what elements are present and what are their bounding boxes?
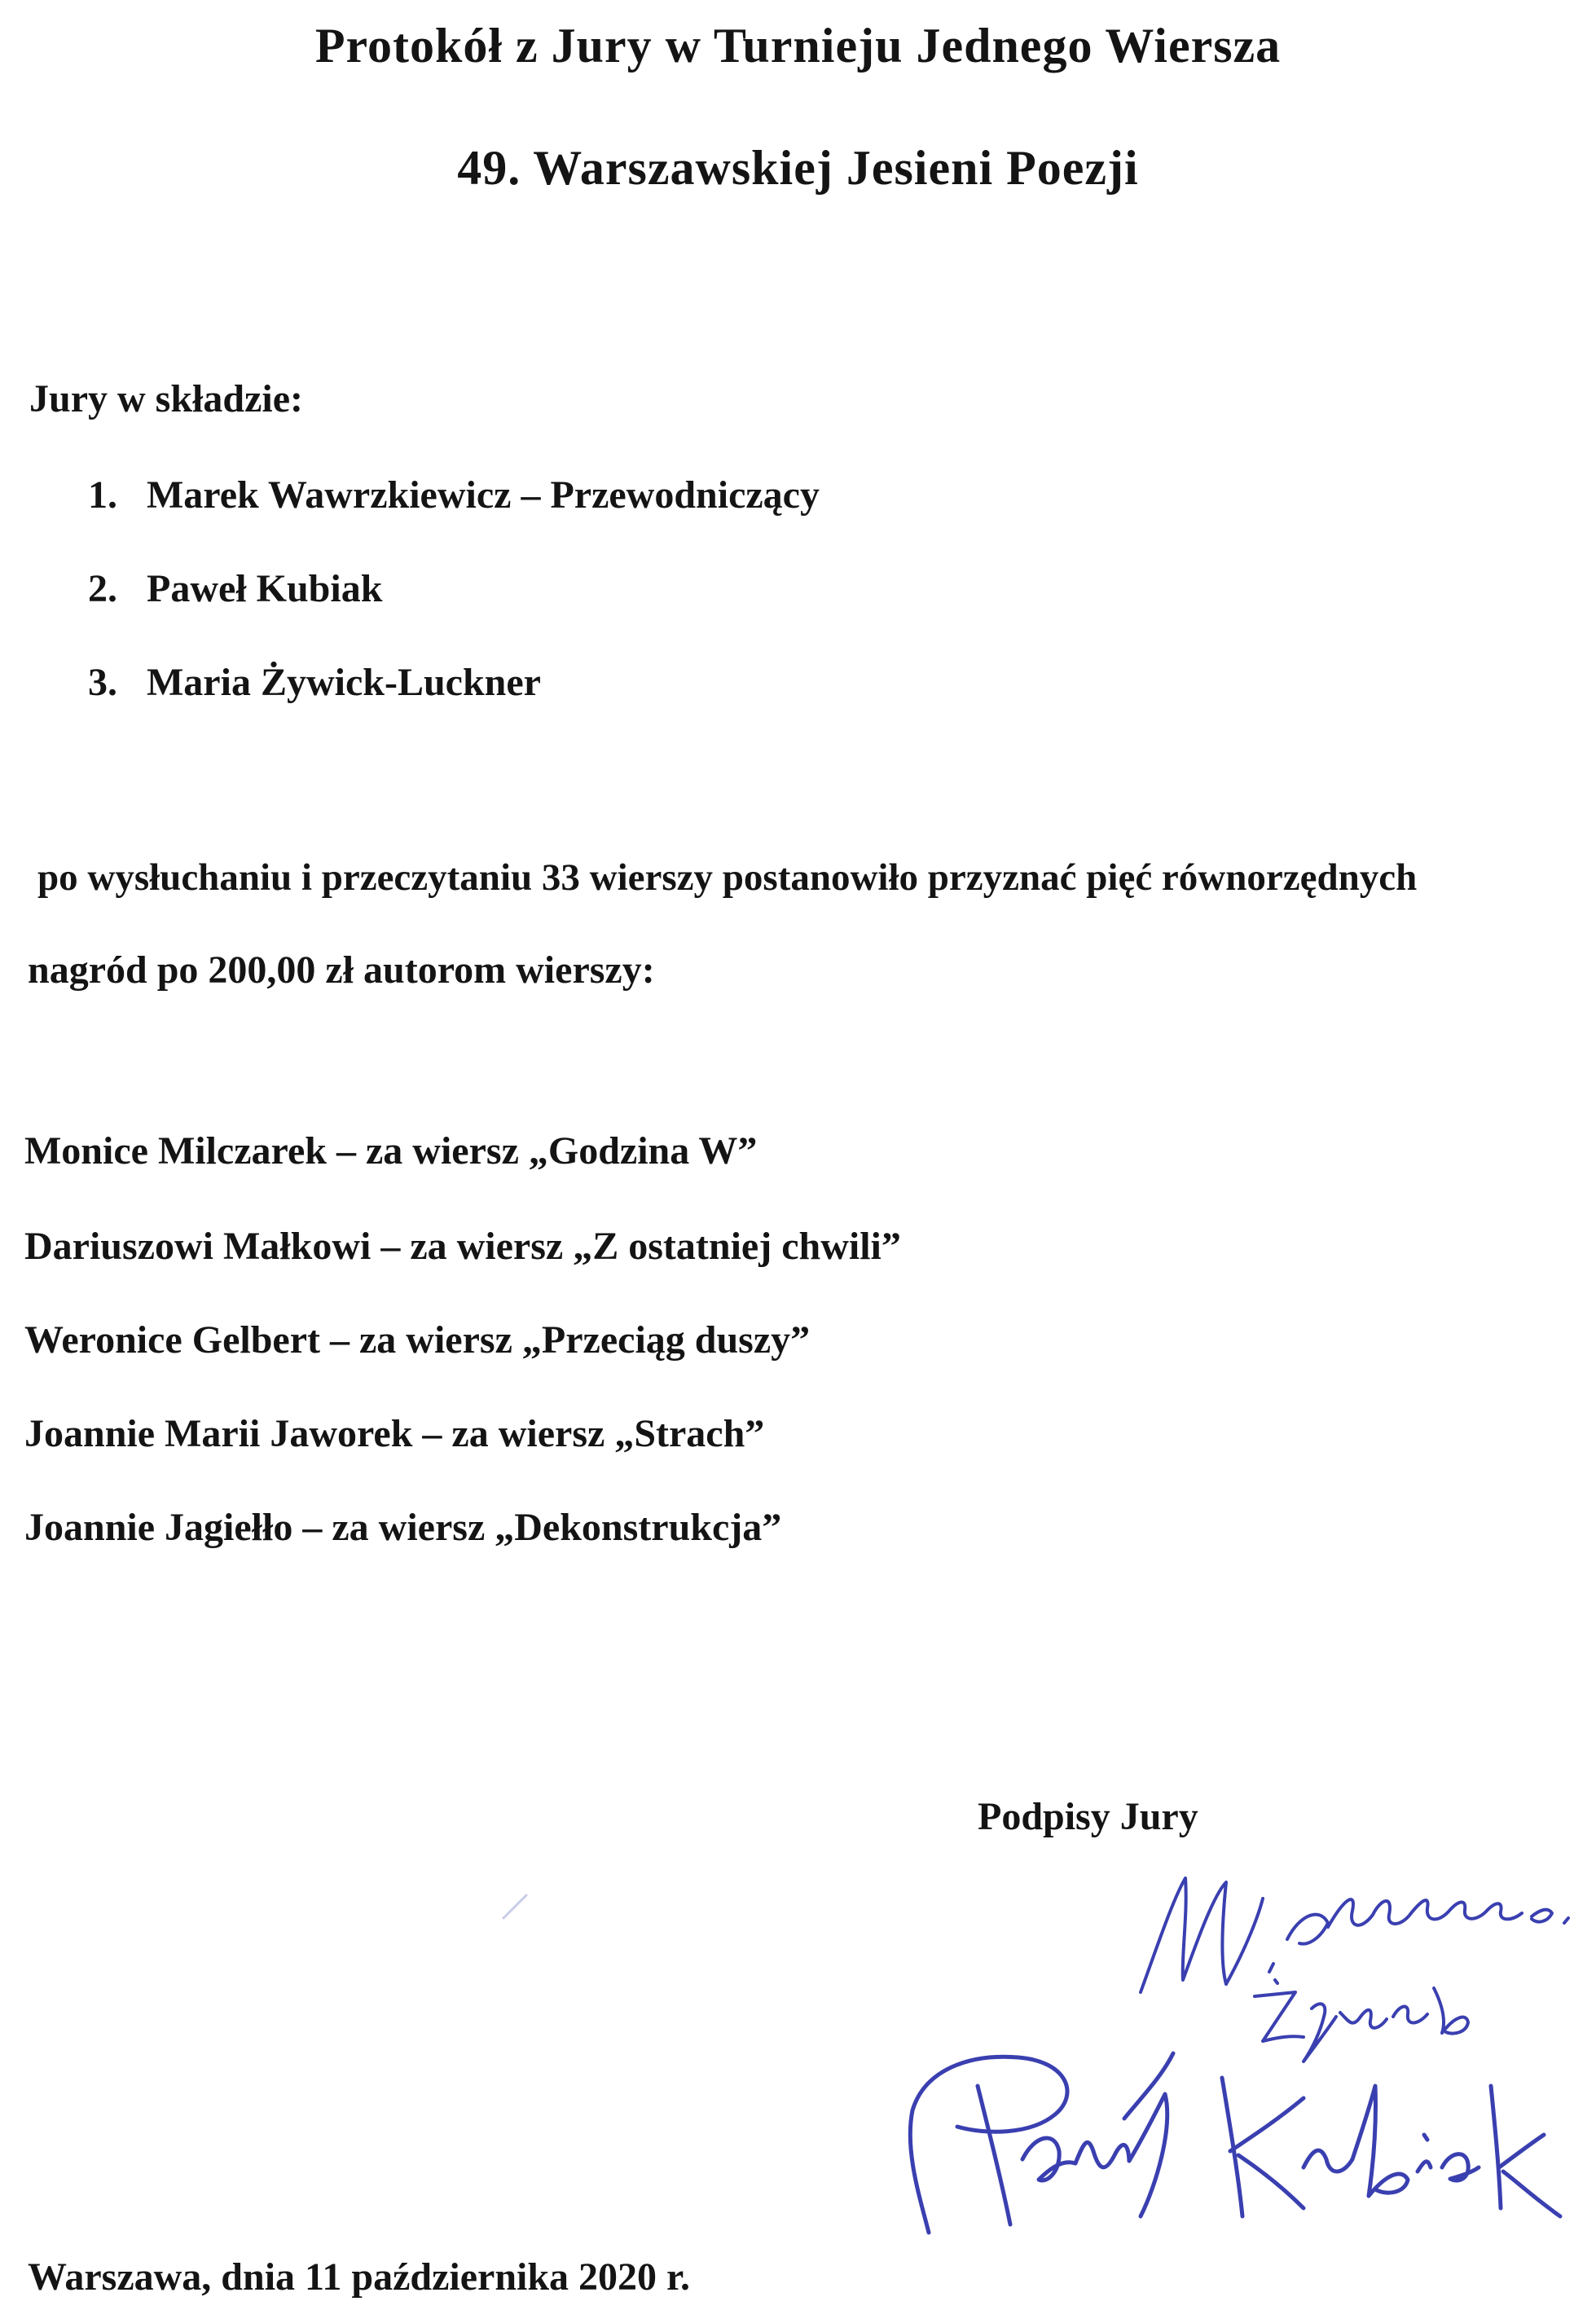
- award-line-3: Weronice Gelbert – za wiersz „Przeciąg duszy”: [24, 1318, 811, 1362]
- award-line-5: Joannie Jagiełło – za wiersz „Dekonstrukcja”: [24, 1506, 782, 1549]
- award-line-2: Dariuszowi Małkowi – za wiersz „Z ostatniej chwili”: [24, 1225, 901, 1268]
- list-number: 2.: [88, 567, 117, 610]
- jury-member-1: [88, 473, 820, 517]
- document-title: Protokół z Jury w Turnieju Jednego Wiersza: [314, 19, 1282, 73]
- jury-member-name: Paweł Kubiak: [147, 567, 383, 610]
- list-number: 3.: [88, 661, 117, 704]
- award-line-4: Joannie Marii Jaworek – za wiersz „Strach”: [24, 1412, 765, 1455]
- signatures-heading: Podpisy Jury: [978, 1795, 1198, 1838]
- jury-member-3: [88, 660, 541, 705]
- document-subtitle: 49. Warszawskiej Jesieni Poezji: [457, 141, 1139, 195]
- award-line-1: Monice Milczarek – za wiersz „Godzina W”: [24, 1129, 758, 1173]
- jury-member-name: Maria Żywick-Luckner: [147, 661, 541, 704]
- paper-mark: [499, 1890, 531, 1927]
- signature-kubiak: [880, 2021, 1581, 2249]
- signature-wawrzkiewicz: [1124, 1850, 1581, 2013]
- jury-member-name: Marek Wawrzkiewicz – Przewodniczący: [147, 473, 820, 517]
- decision-line-1: po wysłuchaniu i przeczytaniu 33 wierszy postanowiło przyznać pięć równorzędnych: [37, 856, 1418, 899]
- jury-member-2: [88, 566, 382, 611]
- decision-line-2: nagród po 200,00 zł autorom wierszy:: [28, 948, 655, 992]
- list-number: 1.: [88, 473, 117, 517]
- jury-heading: Jury w składzie:: [29, 377, 303, 420]
- place-and-date: Warszawa, dnia 11 października 2020 r.: [28, 2255, 690, 2299]
- signature-zywick: [1246, 1972, 1491, 2070]
